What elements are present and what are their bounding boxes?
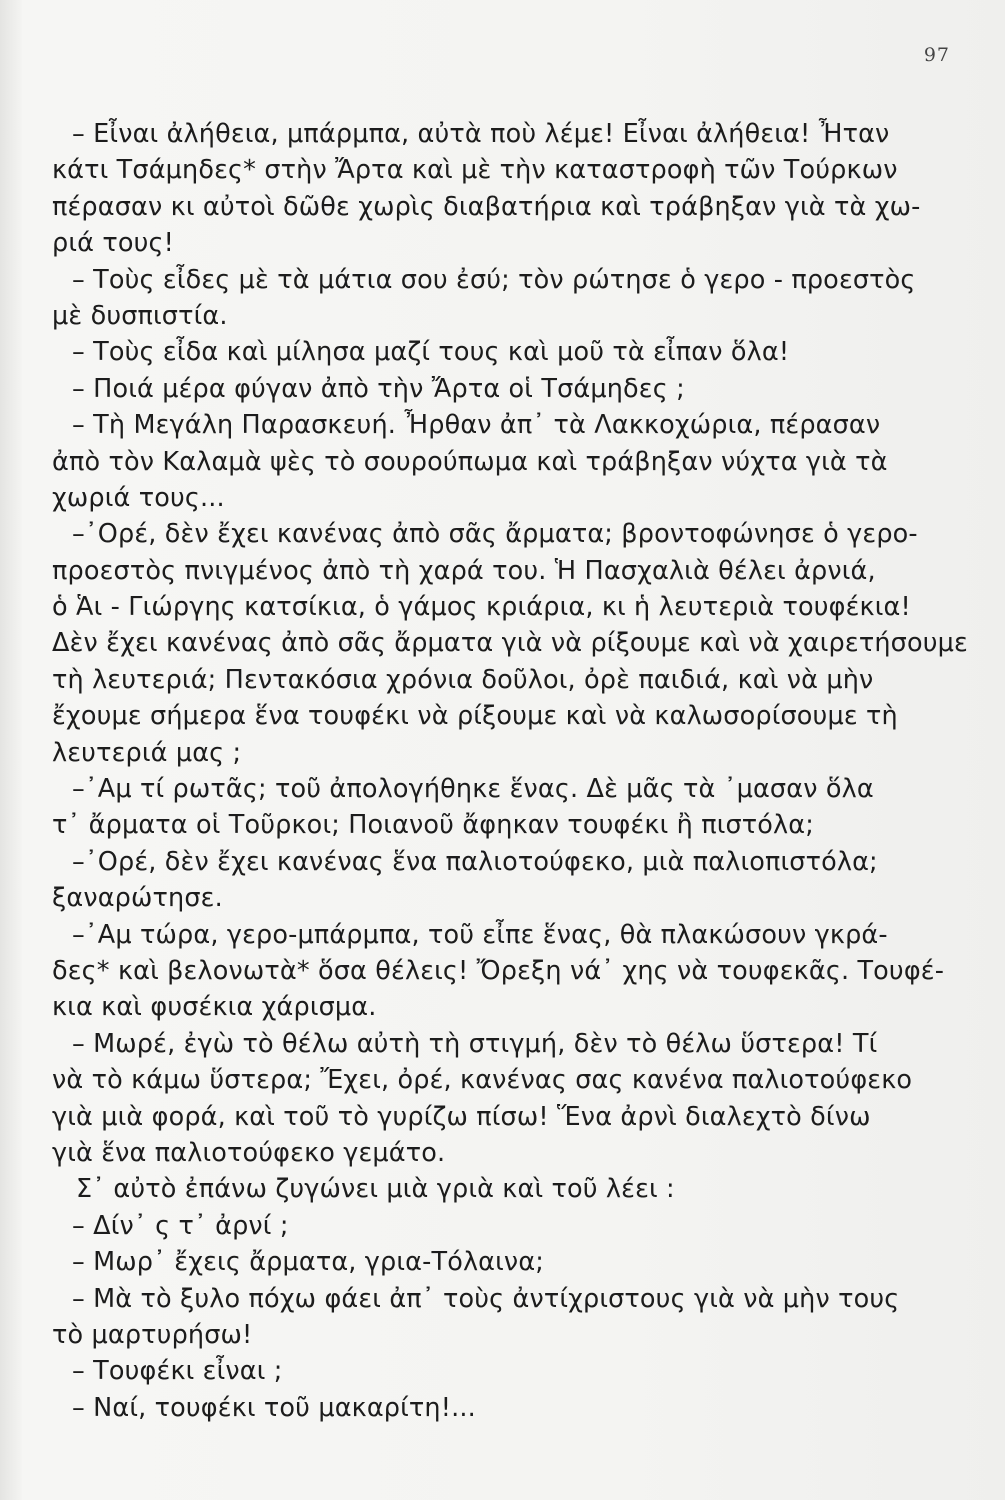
text-line	[52, 953, 945, 989]
line-text: δες* καὶ βελονωτὰ* ὅσα θέλεις! Ὄρεξη νά᾽ χης νὰ τουφεκᾶς. Τουφέ-	[52, 955, 945, 986]
line-text: – Εἶναι ἀλήθεια, μπάρμπα, αὐτὰ ποὺ λέμε! Εἶναι ἀλήθεια! Ἦταν	[72, 119, 890, 149]
line-text: μὲ δυσπιστία.	[52, 300, 228, 331]
text-line	[52, 1281, 900, 1317]
text-line	[52, 880, 892, 916]
text-line	[52, 625, 968, 661]
line-text: – Τουφέκι εἶναι ;	[72, 1356, 283, 1387]
line-text: –᾽Ορέ, δὲν ἔχει κανένας ἀπὸ σᾶς ἄρματα; βροντοφώνησε ὁ γερο-	[72, 519, 918, 550]
text-line	[52, 1353, 892, 1389]
text-line	[52, 1135, 892, 1171]
line-text: γιὰ ἕνα παλιοτούφεκο γεμάτο.	[52, 1137, 446, 1168]
line-text: – Ποιά μέρα φύγαν ἀπὸ τὴν Ἄρτα οἱ Τσάμηδες ;	[72, 373, 685, 404]
text-line	[52, 771, 892, 807]
text-line	[52, 516, 918, 552]
text-line	[52, 989, 892, 1025]
line-text: τὸ μαρτυρήσω!	[52, 1319, 253, 1350]
line-text: ξαναρώτησε.	[52, 883, 223, 914]
line-text: –᾽Ορέ, δὲν ἔχει κανένας ἕνα παλιοτούφεκο, μιὰ παλιοπιστόλα;	[72, 846, 878, 877]
line-text: ὁ Ἁι - Γιώργης κατσίκια, ὁ γάμος κριάρια, κι ἡ λευτεριὰ τουφέκια!	[52, 592, 911, 623]
line-text: – Μωρέ, ἐγὼ τὸ θέλω αὐτὴ τὴ στιγμή, δὲν τὸ θέλω ὕστερα! Τί	[72, 1028, 878, 1059]
text-line	[52, 844, 892, 880]
text-line	[52, 1244, 892, 1280]
text-line	[52, 698, 898, 734]
text-line	[52, 662, 892, 698]
text-line	[52, 1062, 913, 1098]
text-line	[52, 189, 921, 225]
text-line	[52, 1317, 892, 1353]
line-text: – Δίν᾽ ς τ᾽ ἀρνί ;	[72, 1210, 289, 1241]
text-line	[52, 407, 892, 443]
line-text: – Ναί, τουφέκι τοῦ μακαρίτη!...	[72, 1392, 476, 1423]
text-line	[52, 1026, 892, 1062]
line-text: ἀπὸ τὸν Καλαμὰ ψὲς τὸ σουρούπωμα καὶ τράβηξαν νύχτα γιὰ τὰ	[52, 446, 888, 477]
line-text: ριά τους!	[52, 228, 174, 259]
text-line	[52, 225, 892, 261]
text-line	[52, 1099, 892, 1135]
line-text: πέρασαν κι αὐτοὶ δῶθε χωρὶς διαβατήρια καὶ τράβηξαν γιὰ τὰ χω-	[52, 191, 921, 222]
line-text: ἔχουμε σήμερα ἕνα τουφέκι νὰ ρίξουμε καὶ νὰ καλωσορίσουμε τὴ	[52, 701, 898, 732]
line-text: Σ᾽ αὐτὸ ἐπάνω ζυγώνει μιὰ γριὰ καὶ τοῦ λέει :	[76, 1174, 675, 1205]
line-text: κάτι Τσάμηδες* στὴν Ἄρτα καὶ μὲ τὴν καταστροφὴ τῶν Τούρκων	[52, 155, 898, 186]
text-line	[52, 1208, 892, 1244]
text-line	[52, 116, 892, 152]
line-text: – Τοὺς εἶδα καὶ μίλησα μαζί τους καὶ μοῦ τὰ εἶπαν ὅλα!	[72, 337, 790, 368]
text-line	[52, 589, 911, 625]
line-text: – Μὰ τὸ ξυλο πόχω φάει ἀπ᾽ τοὺς ἀντίχριστους γιὰ νὰ μὴν τους	[72, 1283, 900, 1314]
line-text: –᾽Αμ τί ρωτᾶς; τοῦ ἀπολογήθηκε ἕνας. Δὲ μᾶς τὰ ᾽μασαν ὅλα	[72, 774, 874, 805]
line-text: γιὰ μιὰ φορά, καὶ τοῦ τὸ γυρίζω πίσω! Ἕνα ἀρνὶ διαλεχτὸ δίνω	[52, 1101, 871, 1132]
line-text: – Τοὺς εἶδες μὲ τὰ μάτια σου ἐσύ; τὸν ρώτησε ὁ γερο - προεστὸς	[72, 264, 916, 295]
text-line	[52, 1171, 892, 1207]
text-line	[52, 917, 892, 953]
line-text: – Τὴ Μεγάλη Παρασκευή. Ἦρθαν ἀπ᾽ τὰ Λακκοχώρια, πέρασαν	[72, 410, 881, 441]
line-text: τ᾽ ἄρματα οἱ Τοῦρκοι; Ποιανοῦ ἄφηκαν τουφέκι ἢ πιστόλα;	[52, 810, 814, 841]
line-text: τὴ λευτεριά; Πεντακόσια χρόνια δοῦλοι, ὀρὲ παιδιά, καὶ νὰ μὴν	[52, 664, 874, 695]
text-line	[52, 262, 916, 298]
line-text: χωριά τους...	[52, 482, 225, 513]
line-text: Δὲν ἔχει κανένας ἀπὸ σᾶς ἄρματα γιὰ νὰ ρίξουμε καὶ νὰ χαιρετήσουμε	[52, 628, 968, 659]
line-text: –᾽Αμ τώρα, γερο-μπάρμπα, τοῦ εἶπε ἕνας, θὰ πλακώσουν γκρά-	[72, 919, 888, 950]
body-text	[52, 116, 968, 1426]
text-line	[52, 152, 898, 188]
text-line	[52, 444, 892, 480]
text-line	[52, 553, 892, 589]
text-line	[52, 334, 892, 370]
text-line	[52, 735, 892, 771]
text-line	[52, 807, 892, 843]
text-line	[52, 480, 892, 516]
text-line	[52, 298, 892, 334]
text-line	[52, 371, 892, 407]
line-text: λευτεριά μας ;	[52, 737, 242, 768]
line-text: κια καὶ φυσέκια χάρισμα.	[52, 992, 377, 1023]
page-number: 97	[923, 44, 950, 66]
text-line	[52, 1390, 892, 1426]
line-text: προεστὸς πνιγμένος ἀπὸ τὴ χαρά του. Ἡ Πασχαλιὰ θέλει ἀρνιά,	[52, 555, 876, 586]
line-text: νὰ τὸ κάμω ὕστερα; Ἔχει, ὀρέ, κανένας σας κανένα παλιοτούφεκο	[52, 1065, 913, 1096]
line-text: – Μωρ᾽ ἔχεις ἄρματα, γρια-Τόλαινα;	[72, 1247, 545, 1278]
page-edge	[0, 0, 22, 1500]
